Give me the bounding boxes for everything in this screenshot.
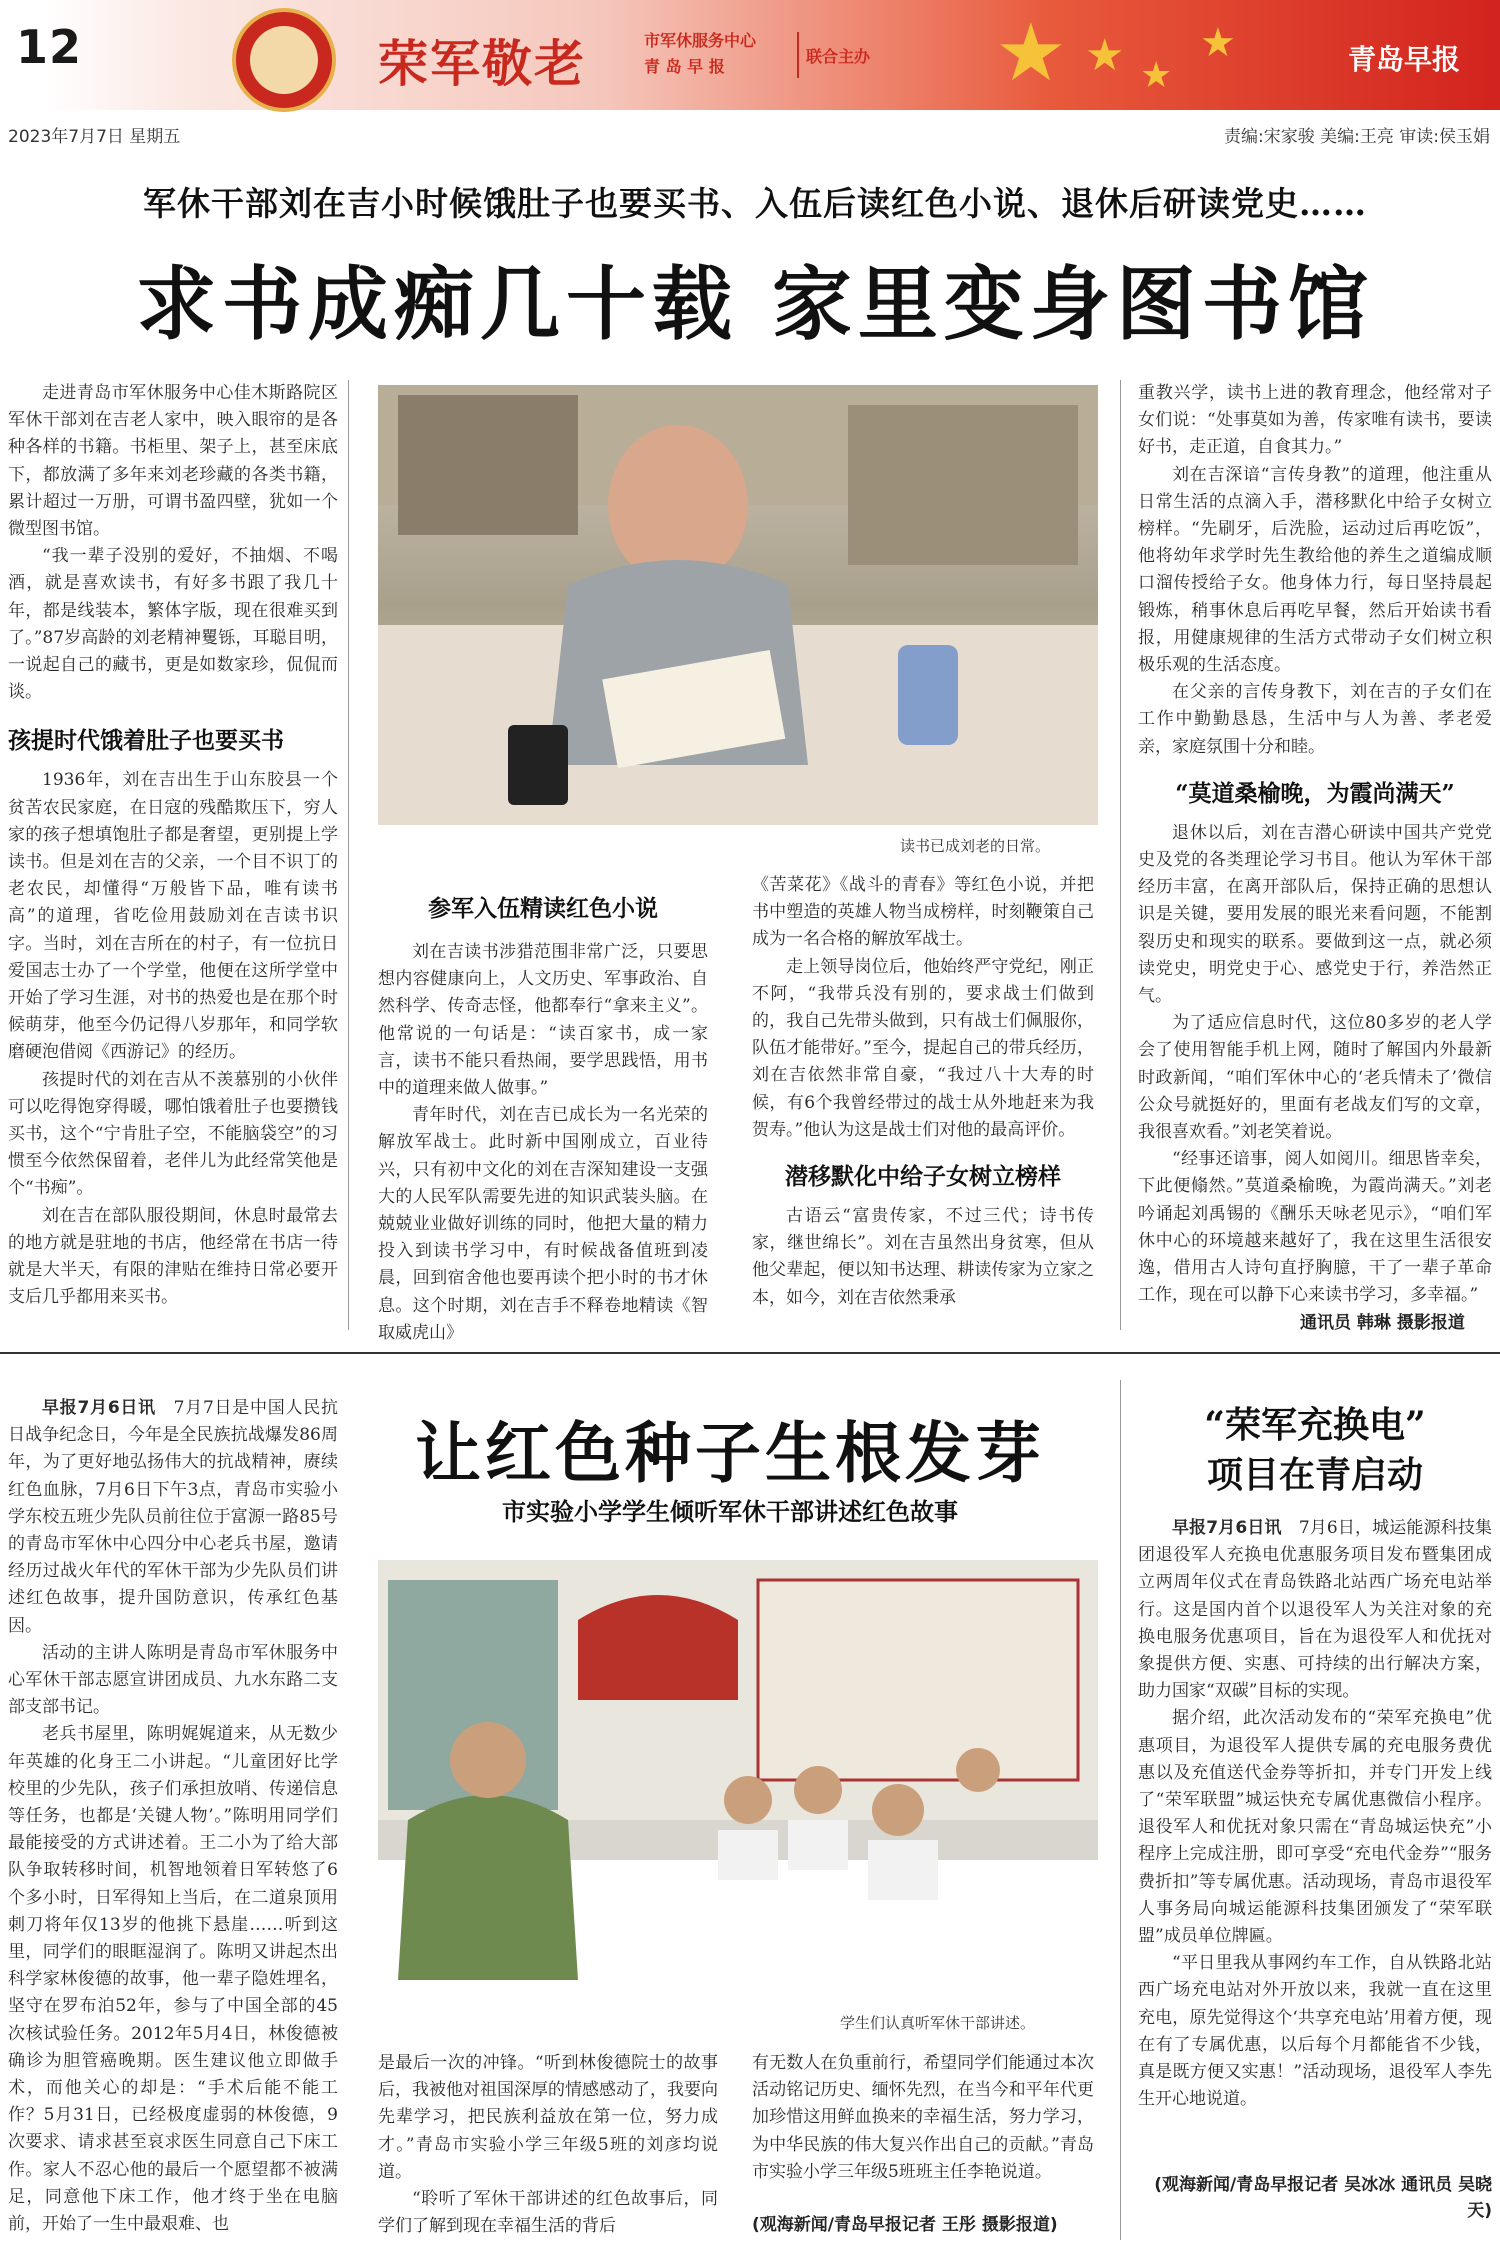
paragraph — [8, 1395, 338, 1640]
story3-title-line-2: 项目在青启动 — [1206, 1454, 1423, 1496]
star-icon: ★ — [1140, 55, 1173, 96]
newspaper-brand: 青岛早报 — [1348, 43, 1461, 76]
story2-lead-text: 7月7日是中国人民抗日战争纪念日，今年是全民族抗战爆发86周年，为了更好地弘扬伟大的抗战精神，赓续红色血脉，7月6日下午3点，青岛市实验小学东校五班少先队员前往位于富源一路85号的青岛市军休中心四分中心老兵书屋，邀请经历过战火年代的军休干部为少先队员们讲述红色故事，提升国防意识，传承红色基因。 — [8, 1398, 338, 1636]
story2-column-1 — [8, 1395, 338, 2240]
story3-title-line-1: “荣军充换电” — [1204, 1404, 1426, 1446]
paragraph: 青年时代，刘在吉已成长为一名光荣的解放军战士。此时新中国刚成立，百业待兴，只有初中文化的刘在吉深知建设一支强大的人民军队需要先进的知识武装头脑。在兢兢业业做好训练的同时，他把大量的精力投入到读书学习中，有时候战备值班到凌晨，回到宿舍他也要再读个把小时的书才休息。这个时期，刘在吉手不释卷地精读《智取威虎山》 — [378, 1105, 708, 1343]
paragraph: 刘在吉读书涉猎范围非常广泛，只要思想内容健康向上，人文历史、军事政治、自然科学、传奇志怪，他都奉行“拿来主义”。他常说的一句话是：“读百家书，成一家言，读书不能只看热闹，要学思践悟，用书中的道理来做人做事。” — [378, 942, 708, 1099]
column-rule — [348, 380, 349, 1330]
paragraph: “聆听了军休干部讲述的红色故事后，同学们了解到现在幸福生活的背后 — [378, 2189, 718, 2237]
paragraph: 走上领导岗位后，他始终严守党纪，刚正不阿，“我带兵没有别的，要求战士们做到的，我自己先带头做到，只有战士们佩服你，队伍才能带好。”至今，提起自己的带兵经历，刘在吉依然非常自豪，“我过八十大寿的时候，有6个我曾经带过的战士从外地赶来为我贺寿。”他认为这是战士们对他的最高评价。 — [752, 956, 1094, 1140]
story1-subhead-2: 参军入伍精读红色小说 — [428, 895, 658, 922]
paragraph: 刘在吉深谙“言传身教”的道理，他注重从日常生活的点滴入手，潜移默化中给子女树立榜样。“先刷牙，后洗脸，运动过后再吃饭”，他将幼年求学时先生教给他的养生之道编成顺口溜传授给子女。他身体力行，每日坚持晨起锻炼，稍事休息后再吃早餐，然后开始读书看报，用健康规律的生活方式带动子女们树立积极乐观的生活态度。 — [1138, 464, 1492, 676]
story1-headline: 求书成痴几十载 家里变身图书馆 — [136, 258, 1374, 351]
story3-body — [1138, 1515, 1492, 2165]
paragraph: 为了适应信息时代，这位80多岁的老人学会了使用智能手机上网，随时了解国内外最新时政新闻，“咱们军休中心的‘老兵情未了’微信公众号就挺好的，里面有老战友们写的文章，我很喜欢看。”刘老笑着说。 — [1138, 1013, 1492, 1143]
story3-headline — [1140, 1400, 1490, 1500]
paragraph: 老兵书屋里，陈明娓娓道来，从无数少年英雄的化身王二小讲起。“儿童团好比学校里的少先队，孩子们承担放哨、传递信息等任务，也都是‘关键人物’。”陈明用同学们最能接受的方式讲述着。王二小为了给大部队争取转移时间，机智地领着日军转悠了6个多小时，日军得知上当后，在二道泉顶用刺刀将年仅13岁的他挑下悬崖……听到这里，同学们的眼眶湿润了。陈明又讲起杰出科学家林俊德的故事，他一辈子隐姓埋名，坚守在罗布泊52年，参与了中国全部的45次核试验任务。2012年5月4日，林俊德被确诊为胆管癌晚期。医生建议他立即做手术，而他关心的却是：“手术后能不能工作？5月31日，已经极度虚弱的林俊德，9次要求、请求甚至哀求医生同意自己下床工作。家人不忍心他的最后一个愿望都不被满足，同意他下床工作，他才终于坐在电脑前，开始了一生中最艰难、也 — [8, 1724, 338, 2235]
paragraph: 古语云“富贵传家，不过三代；诗书传家，继世绵长”。刘在吉虽然出身贫寒，但从他父辈起，便以知书达理、耕读传家为立家之本，如今，刘在吉依然秉承 — [752, 1206, 1094, 1308]
paragraph: 孩提时代的刘在吉从不羡慕别的小伙伴可以吃得饱穿得暖，哪怕饿着肚子也要攒钱买书，这个“宁肯肚子空，不能脑袋空”的习惯至今依然保留着，老伴儿为此经常笑他是个“书痴”。 — [8, 1069, 338, 1199]
story3-lead-tag: 早报7月6日讯 — [1172, 1518, 1282, 1538]
story1-subhead-4: “莫道桑榆晚，为霞尚满天” — [1175, 779, 1455, 807]
paragraph: 《苦菜花》《战斗的青春》等红色小说，并把书中塑造的英雄人物当成榜样，时刻鞭策自己成为一名合格的解放军战士。 — [752, 875, 1094, 950]
story2-lead-tag: 早报7月6日讯 — [42, 1398, 156, 1418]
paragraph: 刘在吉在部队服役期间，休息时最常去的地方就是驻地的书店，他经常在书店一待就是大半天，有限的津贴在维持日常必要开支后几乎都用来买书。 — [8, 1205, 338, 1308]
paragraph: 1936年，刘在吉出生于山东胶县一个贫苦农民家庭，在日寇的残酷欺压下，穷人家的孩子想填饱肚子都是奢望，更别提上学读书。但是刘在吉的父亲，一个目不识丁的老农民，却懂得“万般皆下品，唯有读书高”的道理，省吃俭用鼓励刘在吉读书识字。当时，刘在吉所在的村子，有一位抗日爱国志士办了一个学堂，他便在这所学堂中开始了学习生涯，对书的热爱也是在那个时候萌芽，他至今仍记得八岁那年，和同学软磨硬泡借阅《西游记》的经历。 — [8, 770, 338, 1063]
story1-column-1 — [8, 380, 338, 1330]
paragraph: 走进青岛市军休服务中心佳木斯路院区军休干部刘在吉老人家中，映入眼帘的是各种各样的书籍。书柜里、架子上，甚至床底下，都放满了多年来刘老珍藏的各类书籍，累计超过一万册，可谓书盈四壁，犹如一个微型图书馆。 — [8, 383, 338, 540]
paragraph: “我一辈子没别的爱好，不抽烟、不喝酒，就是喜欢读书，有好多书跟了我几十年，都是线装本，繁体字版，现在很难买到了。”87岁高龄的刘老精神矍铄，耳聪目明，一说起自己的藏书，更是如数家珍，侃侃而谈。 — [8, 546, 338, 703]
story1-column-4 — [1138, 380, 1492, 1306]
paragraph: 据介绍，此次活动发布的“荣军充换电”优惠项目，为退役军人提供专属的充电服务费优惠以及充值送代金券等折扣，并专门开发上线了“荣军联盟”城运快充专属优惠微信小程序。退役军人和优抚对象只需在“青岛城运快充”小程序上完成注册，即可享受“充电代金券”“服务费折扣”等专属优惠。活动现场，青岛市退役军人事务局向城运能源科技集团颁发了“荣军联盟”成员单位牌匾。 — [1138, 1708, 1492, 1947]
star-icon: ★ — [1085, 30, 1125, 81]
story1-subhead-1: 孩提时代饿着肚子也要买书 — [8, 727, 284, 755]
story1-photo-caption: 读书已成刘老的日常。 — [900, 837, 1051, 855]
story2-photo-caption: 学生们认真听军休干部讲述。 — [840, 2014, 1036, 2032]
paragraph: “平日里我从事网约车工作，自从铁路北站西广场充电站对外开放以来，我就一直在这里充电，原先觉得这个‘共享充电站’用着方便，现在有了专属优惠，以后每个月都能省不少钱，真是既方便又实惠！”活动现场，退役军人李先生开心地说道。 — [1138, 1953, 1492, 2110]
paragraph — [1138, 1515, 1492, 1705]
section-title: 荣军敬老 — [378, 34, 586, 93]
host-org-2: 青 岛 早 报 — [644, 57, 725, 76]
story1-column-2 — [378, 890, 708, 1343]
paragraph: 重教兴学，读书上进的教育理念，他经常对子女们说：“处事莫如为善，传家唯有读书，要读好书，走正道，自食其力。” — [1138, 383, 1492, 458]
story2-byline: (观海新闻/青岛早报记者 王彤 摄影报道) — [752, 2215, 1058, 2235]
paragraph: 在父亲的言传身教下，刘在吉的子女们在工作中勤勤恳恳，生活中与人为善、孝老爱亲，家庭氛围十分和睦。 — [1138, 682, 1492, 757]
section-divider — [0, 1352, 1500, 1354]
story2-photo — [378, 1560, 1098, 2000]
story3-lead-text: 7月6日，城运能源科技集团退役军人充换电优惠服务项目发布暨集团成立两周年仪式在青岛铁路北站西广场充电站举行。这是国内首个以退役军人为关注对象的充换电服务优惠项目，旨在为退役军人和优抚对象提供方便、实惠、可持续的出行解决方案，助力国家“双碳”目标的实现。 — [1138, 1518, 1492, 1702]
story1-byline: 通讯员 韩琳 摄影报道 — [1300, 1313, 1465, 1333]
paragraph: 有无数人在负重前行，希望同学们能通过本次活动铭记历史、缅怀先烈，在当今和平年代更加珍惜这用鲜血换来的幸福生活，努力学习，为中华民族的伟大复兴作出自己的贡献。”青岛市实验小学三年级5班班主任李艳说道。 — [752, 2053, 1094, 2182]
story1-kicker: 军休干部刘在吉小时候饿肚子也要买书、入伍后读红色小说、退休后研读党史…… — [143, 184, 1367, 223]
emblem-icon — [232, 8, 336, 112]
paragraph: 是最后一次的冲锋。“听到林俊德院士的故事后，我被他对祖国深厚的情感感动了，我要向先辈学习，把民族利益放在第一位，努力成才。”青岛市实验小学三年级5班的刘彦均说道。 — [378, 2053, 718, 2182]
story3-byline: (观海新闻/青岛早报记者 吴冰冰 通讯员 吴晓天) — [1154, 2175, 1492, 2221]
story2-column-2 — [378, 2050, 718, 2240]
host-organizations — [644, 28, 756, 80]
star-icon: ★ — [1200, 20, 1236, 66]
story1-column-3 — [752, 872, 1094, 1332]
page-number: 12 — [16, 20, 83, 74]
story1-photo — [378, 385, 1098, 825]
column-rule — [1120, 1380, 1121, 2240]
divider — [797, 32, 799, 78]
host-org-1: 市军休服务中心 — [644, 31, 757, 50]
issue-date: 2023年7月7日 星期五 — [8, 127, 181, 147]
paragraph: “经事还谙事，阅人如阅川。细思皆幸矣，下此便翛然。”莫道桑榆晚，为霞尚满天。”刘老吟诵起刘禹锡的《酬乐天咏老见示》，“咱们军休中心的环境越来越好了，我在这里生活很安逸，借用古人诗句直抒胸臆，干了一辈子革命工作，现在可以静下心来读书学习，多幸福。” — [1138, 1149, 1492, 1306]
paragraph: 活动的主讲人陈明是青岛市军休服务中心军休干部志愿宣讲团成员、九水东路二支部支部书记。 — [8, 1642, 338, 1718]
story1-subhead-3: 潜移默化中给子女树立榜样 — [785, 1163, 1061, 1191]
paragraph: 退休以后，刘在吉潜心研读中国共产党党史及党的各类理论学习书目。他认为军休干部经历丰富，在离开部队后，保持正确的思想认识是关键，要用发展的眼光来看问题，不能割裂历史和现实的联系。要做到这一点，就必须读党史，明党史于心、感党史于行，养浩然正气。 — [1138, 822, 1492, 1007]
story2-column-3 — [752, 2050, 1094, 2210]
story2-headline: 让红色种子生根发芽 — [415, 1415, 1045, 1492]
column-rule — [1120, 380, 1121, 1330]
star-icon: ★ — [995, 6, 1067, 99]
editor-credits: 责编:宋家骏 美编:王亮 审读:侯玉娟 — [1224, 127, 1490, 147]
cohost-label: 联合主办 — [806, 47, 871, 66]
story2-subhead: 市实验小学学生倾听军休干部讲述红色故事 — [502, 1497, 958, 1526]
